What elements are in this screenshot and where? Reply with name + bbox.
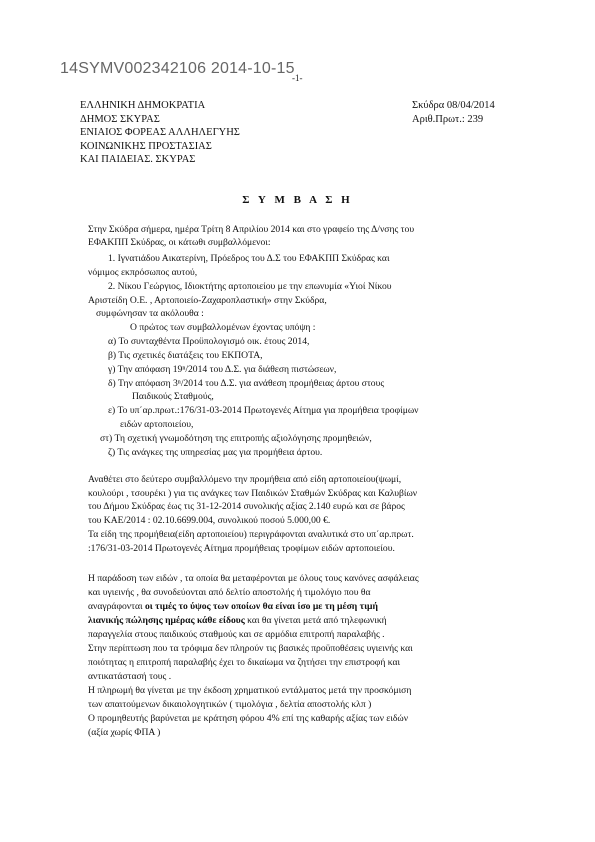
intro-line: Στην Σκύδρα σήμερα, ημέρα Τρίτη 8 Απριλίου 2014 και στο γραφείο της Δ/νσης του [88,224,415,235]
party-1-line: νόμιμος εκπρόσωπος αυτού, [88,267,198,278]
date-protocol-block [412,99,495,126]
header-line: ΚΟΙΝΩΝΙΚΗΣ ΠΡΟΣΤΑΣΙΑΣ [80,140,212,152]
issuer-header [80,99,240,167]
delivery-line [88,614,387,628]
header-line: ΚΑΙ ΠΑΙΔΕΙΑΣ. ΣΚΥΡΑΣ [80,154,196,165]
consideration-item: δ) Την απόφαση 3ⁿ/2014 του Δ.Σ. για ανάθεση προμήθειας άρτου στους [108,378,385,389]
delivery-text: αναγράφονται [88,601,145,612]
payment-line: των απαιτούμενων δικαιολογητικών ( τιμολόγια , δελτία αποστολής κλπ ) [88,699,372,710]
header-line: ΕΛΛΗΝΙΚΗ ΔΗΜΟΚΡΑΤΙΑ [80,100,206,111]
assignment-line: Τα είδη της προμήθεια(είδη αρτοποιείου) περιγράφονται αναλυτικά στο υπ΄αρ.πρωτ. [88,529,414,540]
delivery-text: και θα γίνεται μετά από τηλεφωνική [244,615,387,626]
consideration-item: β) Τις σχετικές διατάξεις του ΕΚΠΟΤΑ, [108,350,263,361]
delivery-line: παραγγελία στους παιδικούς σταθμούς και σε αρμόδια επιτροπή παραλαβής . [88,629,385,640]
delivery-line: Στην περίπτωση που τα τρόφιμα δεν πληρούν τις βασικές προϋποθέσεις υγιεινής και [88,643,413,654]
document-date: Σκύδρα 08/04/2014 [412,100,495,111]
consideration-item: στ) Τη σχετική γνωμοδότηση της επιτροπής αξιολόγησης προμηθειών, [100,433,372,444]
intro-line: ΕΦΑΚΠΠ Σκύδρας, οι κάτωθι συμβαλλόμενοι: [88,237,271,248]
delivery-line: ποιότητας η επιτροπή παραλαβής έχει το δικαίωμα να ζητήσει την επιστροφή και [88,657,401,668]
delivery-line: αντικατάστασή τους . [88,671,172,682]
delivery-line: και υγιεινής , θα συνοδεύονται από δελτίο αποστολής ή τιμολόγιο που θα [88,587,371,598]
delivery-line: Η παράδοση των ειδών , τα οποία θα μεταφέρονται με όλους τους κανόνες ασφάλειας [88,573,419,584]
agreed-line: συμφώνησαν τα ακόλουθα : [96,308,204,319]
delivery-line [88,600,378,614]
consideration-item: ζ) Τις ανάγκες της υπηρεσίας μας για προμήθεια άρτου. [108,447,323,458]
payment-line: Ο προμηθευτής βαρύνεται με κράτηση φόρου 4% επί της καθαρής αξίας των ειδών [88,713,409,724]
consideration-item: α) Το συνταχθέντα Προϋπολογισμό οικ. έτους 2014, [108,336,310,347]
price-clause-bold: οι τιμές το ύψος των οποίων θα είναι ίσο με τη μέση τιμή [144,601,378,612]
payment-line: (αξία χωρίς ΦΠΑ ) [88,727,161,738]
assignment-line: του ΚΑΕ/2014 : 02.10.6699.004, συνολικού ποσού 5.000,00 €. [88,515,331,526]
document-title: Σ Υ Μ Β Α Σ Η [242,194,353,206]
header-line: ΕΝΙΑΙΟΣ ΦΟΡΕΑΣ ΑΛΛΗΛΕΓΥΗΣ [80,127,240,138]
page-number: -1- [292,73,303,83]
price-clause-bold: λιανικής πώλησης ημέρας κάθε είδους [88,615,245,626]
party-1-line: 1. Ιγνατιάδου Αικατερίνη, Πρόεδρος του Δ.Σ του ΕΦΑΚΠΠ Σκύδρας και [108,253,390,264]
assignment-line: του Δήμου Σκύδρας έως τις 31-12-2014 συνολικής αξίας 2.140 ευρώ και σε βάρος [88,501,405,512]
ada-watermark: 14SYMV002342106 2014-10-15 [60,60,295,77]
party-2-line: 2. Νίκου Γεώργιος, Ιδιοκτήτης αρτοποιείου με την επωνυμία «Υιοί Νίκου [108,281,392,292]
payment-line: Η πληρωμή θα γίνεται με την έκδοση χρηματικού εντάλματος μετά την προσκόμιση [88,685,412,696]
assignment-line: κουλούρι , τσουρέκι ) για τις ανάγκες των Παιδικών Σταθμών Σκύδρας και Καλυβίων [88,488,418,499]
consideration-item: Παιδικούς Σταθμούς, [132,391,214,402]
assignment-line: Αναθέτει στο δεύτερο συμβαλλόμενο την προμήθεια από είδη αρτοποιείου(ψωμί, [88,474,402,485]
header-line: ΔΗΜΟΣ ΣΚΥΡΑΣ [80,113,160,125]
protocol-number: Αριθ.Πρωτ.: 239 [412,113,484,125]
party-2-line: Αριστείδη Ο.Ε. , Αρτοποιείο-Ζαχαροπλαστική» στην Σκύδρα, [88,295,327,306]
consideration-item: ειδών αρτοποιείου, [120,419,194,430]
assignment-line: :176/31-03-2014 Πρωτογενές Αίτημα προμήθειας τροφίμων ειδών αρτοποιείου. [88,543,395,554]
first-party-line: Ο πρώτος των συμβαλλομένων έχοντας υπόψη : [130,322,316,333]
consideration-item: ε) Το υπ΄αρ.πρωτ.:176/31-03-2014 Πρωτογενές Αίτημα για προμήθεια τροφίμων [108,405,419,416]
consideration-item: γ) Την απόφαση 19ⁿ/2014 του Δ.Σ. για διάθεση πιστώσεων, [108,364,337,375]
